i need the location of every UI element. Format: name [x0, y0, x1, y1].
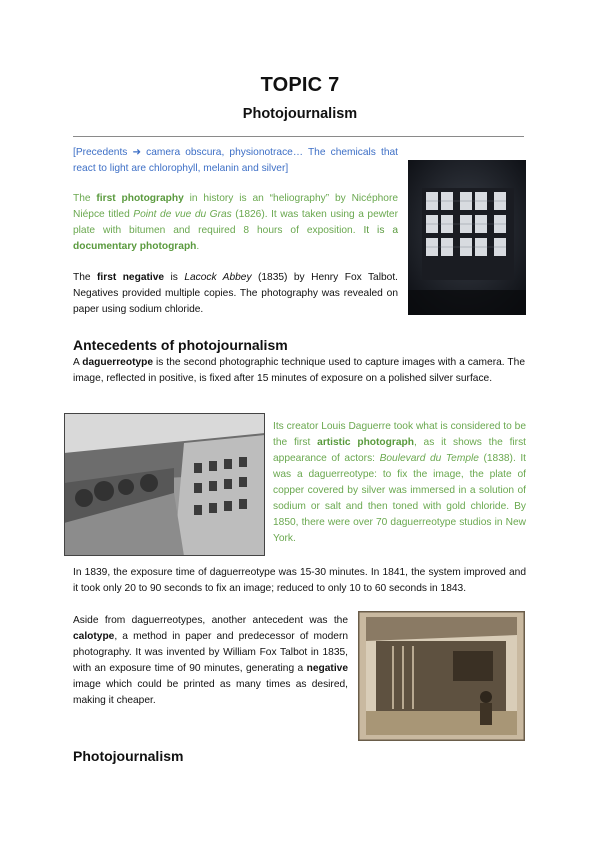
- title-divider: [73, 136, 524, 137]
- precedents-note: [Precedents ➜ camera obscura, physionotrace… The chemicals that react to light are chlorophyll, melanin and silver]: [73, 147, 399, 174]
- boulevard-du-temple-photo: [64, 413, 265, 556]
- lacock-abbey-photo: [408, 160, 526, 315]
- daguerreotype-paragraph: A daguerreotype is the second photographic technique used to capture images with a camera. The image, reflected in positive, is fixed after 15 minutes of exposure on a polished silver surface.: [73, 357, 525, 384]
- arrow-icon: ➜: [132, 147, 142, 158]
- exposure-time-paragraph: In 1839, the exposure time of daguerreotype was 15-30 minutes. In 1841, the system improved and it took only 20 to 90 seconds to fix an image; reduced to only 10 to 60 seconds in 1843.: [73, 567, 526, 594]
- photojournalism-heading: Photojournalism: [73, 748, 184, 764]
- page-subtitle: Photojournalism: [242, 106, 358, 122]
- first-photo-paragraph: The first photography in history is an “heliography” by Nicéphore Niépce titled Point de vue du Gras (1826). It was taken using a pewter plate with bitumen and required 8 hours of exposition. It is a documentary photograph.: [73, 193, 399, 252]
- calotype-photo: [358, 611, 525, 741]
- antecedents-heading: Antecedents of photojournalism: [73, 337, 288, 353]
- daguerre-paragraph: Its creator Louis Daguerre took what is considered to be the first artistic photograph, as it shows the first appearance of actors: Boulevard du Temple (1838). It was a daguerreotype: to fix the image, the plate of copper covered by silver was immersed in a solution of sodium or salt and then toned with gold chloride. By 1850, there were over 70 daguerreotype studios in New York.: [273, 421, 526, 544]
- calotype-paragraph: Aside from daguerreotypes, another antecedent was the calotype, a method in paper and predecessor of modern photography. It was invented by William Fox Talbot in 1835, with an exposure time of 90 minutes, generating a negative image which could be printed as many times as desired, making it cheaper.: [73, 615, 348, 706]
- first-negative-paragraph: The first negative is Lacock Abbey (1835) by Henry Fox Talbot. Negatives provided multiple copies. The photography was revealed on paper using sodium chloride.: [73, 272, 398, 315]
- page-title: TOPIC 7: [260, 74, 340, 96]
